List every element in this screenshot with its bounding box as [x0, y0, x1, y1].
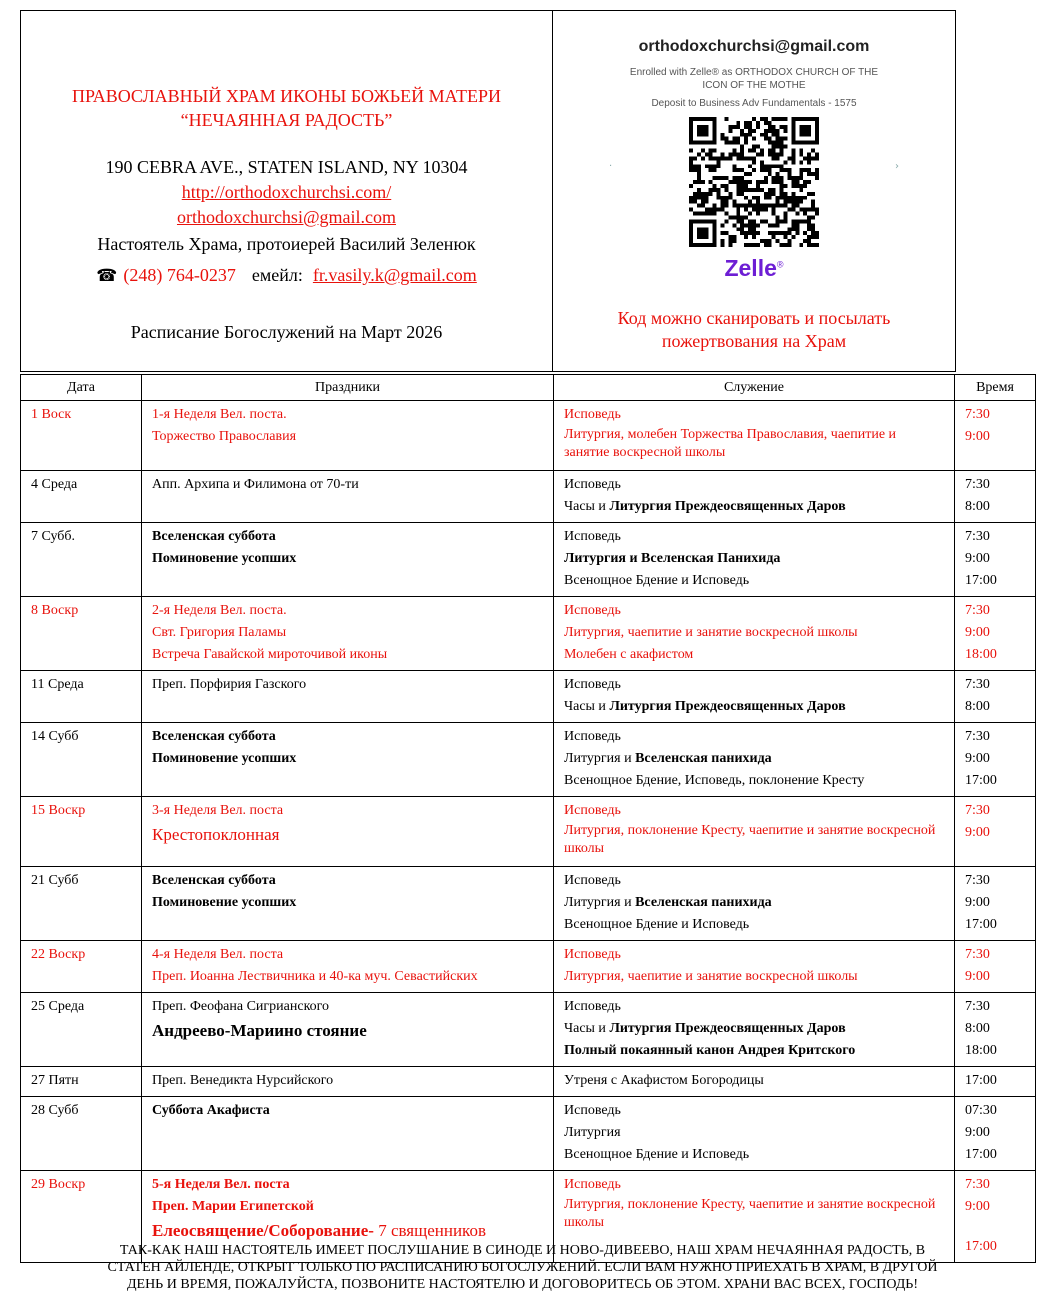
service-line: [564, 800, 954, 822]
feast-line: [152, 526, 553, 548]
date-label: 22 Воскр: [31, 947, 86, 962]
schedule-row: [21, 797, 1036, 867]
service-line-text: Литургия, поклонение Кресту, чаепитие и занятие воскресной школы: [564, 1197, 936, 1230]
time-value: 07:30: [965, 1103, 997, 1118]
service-line: [564, 748, 954, 770]
service-line-text: Литургия: [564, 1125, 621, 1140]
feast-line-text: Преп. Феофана Сигрианского: [152, 999, 330, 1014]
services-cell: [554, 401, 955, 471]
website-link[interactable]: http://orthodoxchurchsi.com/: [181, 182, 392, 202]
zelle-email: orthodoxchurchsi@gmail.com: [638, 38, 870, 55]
service-line-text: Исповедь: [564, 1103, 621, 1118]
time-cell: [955, 797, 1036, 867]
feasts-cell: [142, 401, 554, 471]
feast-line: [152, 800, 553, 822]
service-line-text: Исповедь: [564, 1177, 621, 1192]
schedule-row: [21, 993, 1036, 1067]
feast-line-text: Встреча Гавайской мироточивой иконы: [152, 647, 388, 662]
date-cell: [21, 597, 142, 671]
footer-line1: ТАК-КАК НАШ НАСТОЯТЕЛЬ ИМЕЕТ ПОСЛУШАНИЕ В СИНОДЕ И НОВО-ДИВЕЕВО, НАШ ХРАМ НЕЧАЯННАЯ РАДОСТЬ, В: [119, 1243, 926, 1258]
schedule-row: [21, 523, 1036, 597]
service-line: [564, 1174, 954, 1196]
service-line-text: Исповедь: [564, 803, 621, 818]
feast-line: [152, 548, 553, 570]
service-line-text: Литургия, чаепитие и занятие воскресной школы: [564, 969, 858, 984]
service-line: [564, 1040, 954, 1062]
date-label: 7 Субб.: [31, 529, 76, 544]
date-cell: [21, 523, 142, 597]
date-label: 29 Воскр: [31, 1177, 86, 1192]
date-label: 14 Субб: [31, 729, 79, 744]
schedule-row: [21, 941, 1036, 993]
service-line: [564, 1070, 954, 1092]
footer-line2: СТАТЕН АЙЛЕНДЕ, ОТКРЫТ ТОЛЬКО ПО РАСПИСАНИЮ БОГОСЛУЖЕНИЙ. ЕСЛИ ВАМ НУЖНО ПРИЕХАТЬ В ХРАМ, В ДРУГОЙ: [107, 1260, 938, 1275]
services-cell: [554, 797, 955, 867]
feast-line-text: Вселенская суббота: [152, 729, 276, 744]
time-value: 9:00: [965, 625, 990, 640]
feast-line-text: 4-я Неделя Вел. поста: [152, 947, 284, 962]
services-cell: [554, 1067, 955, 1097]
service-line: [564, 726, 954, 748]
date-cell: [21, 1097, 142, 1171]
time-value: 7:30: [965, 677, 990, 692]
date-label: 25 Среда: [31, 999, 85, 1014]
schedule-row: [21, 671, 1036, 723]
feast-line: [152, 1196, 553, 1218]
time-value: 7:30: [965, 1177, 990, 1192]
time-value: 7:30: [965, 947, 990, 962]
time-value: 7:30: [965, 803, 990, 818]
services-cell: [554, 523, 955, 597]
services-cell: [554, 1097, 955, 1171]
services-cell: [554, 723, 955, 797]
feast-line-text: Вселенская суббота: [152, 873, 276, 888]
feast-line: [152, 600, 553, 622]
table-header-row: [21, 375, 1036, 401]
rector-email-link[interactable]: fr.vasily.k@gmail.com: [312, 265, 477, 285]
service-line-text: Исповедь: [564, 729, 621, 744]
phone-number[interactable]: (248) 764-0237: [123, 265, 236, 285]
schedule-row: [21, 401, 1036, 471]
service-line: [564, 644, 954, 666]
telephone-icon: ☎: [96, 266, 118, 286]
service-line: [564, 822, 954, 858]
column-header-feasts: Праздники: [142, 375, 554, 401]
feasts-cell: [142, 671, 554, 723]
time-cell: [955, 1097, 1036, 1171]
service-line-text: Исповедь: [564, 873, 621, 888]
service-line-text: Всенощное Бдение и Исповедь: [564, 917, 750, 932]
service-line: [564, 404, 954, 426]
service-line: [564, 526, 954, 548]
service-line-text: Исповедь: [564, 407, 621, 422]
services-cell: [554, 867, 955, 941]
zelle-deposit: Deposit to Business Adv Fundamentals - 1575: [651, 98, 857, 109]
column-header-time: Время: [955, 375, 1036, 401]
feast-line: [152, 966, 553, 988]
feasts-cell: [142, 941, 554, 993]
scan-instructions: [553, 307, 955, 353]
service-line: [564, 966, 954, 988]
scan-corner-mark: ·: [609, 161, 613, 172]
feast-line-text: Андреево-Мариино стояние: [152, 1021, 367, 1040]
time-value: 7:30: [965, 999, 990, 1014]
service-line: [564, 426, 954, 462]
schedule-row: [21, 723, 1036, 797]
time-value: 9:00: [965, 551, 990, 566]
service-line-prefix: Часы и: [564, 699, 610, 714]
feast-line-suffix: 7 священников: [373, 1221, 486, 1240]
zelle-panel: [553, 11, 955, 371]
feasts-cell: [142, 523, 554, 597]
email-label: емейл:: [251, 265, 303, 285]
feast-line: [152, 674, 553, 696]
service-line: [564, 914, 954, 936]
time-value: 17:00: [965, 773, 997, 788]
rector-name: Настоятель Храма, протоиерей Василий Зеленюк: [97, 234, 476, 254]
feasts-cell: [142, 867, 554, 941]
service-line: [564, 474, 954, 496]
schedule-row: [21, 471, 1036, 523]
service-line: [564, 674, 954, 696]
time-value: 18:00: [965, 1043, 997, 1058]
date-label: 4 Среда: [31, 477, 78, 492]
service-line-text: Утреня с Акафистом Богородицы: [564, 1073, 764, 1088]
date-cell: [21, 1067, 142, 1097]
service-line-text: Всенощное Бдение и Исповедь: [564, 573, 750, 588]
date-cell: [21, 993, 142, 1067]
date-label: 28 Субб: [31, 1103, 79, 1118]
time-value: 17:00: [965, 1147, 997, 1162]
time-cell: [955, 471, 1036, 523]
services-cell: [554, 597, 955, 671]
feast-line: [152, 1218, 553, 1244]
feast-line-text: Поминовение усопших: [152, 551, 297, 566]
feast-line-text: Преп. Марии Египетской: [152, 1199, 314, 1214]
feast-line: [152, 622, 553, 644]
feast-line-text: Поминовение усопших: [152, 751, 297, 766]
feast-line: [152, 644, 553, 666]
footer-notice: [0, 1242, 1045, 1293]
date-label: 27 Пятн: [31, 1073, 79, 1088]
feast-line-text: Преп. Иоанна Лествичника и 40-ка муч. Севастийских: [152, 969, 478, 984]
services-cell: [554, 671, 955, 723]
date-cell: [21, 671, 142, 723]
feast-line: [152, 726, 553, 748]
feast-line-text: 1-я Неделя Вел. поста.: [152, 407, 287, 422]
time-cell: [955, 597, 1036, 671]
services-cell: [554, 471, 955, 523]
zelle-enrolled-line2: ICON OF THE MOTHE: [702, 80, 806, 91]
contact-line: [21, 265, 552, 286]
service-line-text: Исповедь: [564, 677, 621, 692]
feast-line-text: Суббота Акафиста: [152, 1103, 270, 1118]
service-line-bold: Литургия Преждеосвященных Даров: [609, 699, 846, 714]
service-line-text: Исповедь: [564, 999, 621, 1014]
zelle-logo: Zelle®: [724, 255, 784, 281]
service-line: [564, 944, 954, 966]
date-label: 15 Воскр: [31, 803, 86, 818]
service-line-bold: Литургия Преждеосвященных Даров: [609, 1021, 846, 1036]
date-cell: [21, 723, 142, 797]
church-title-line2: “НЕЧАЯННАЯ РАДОСТЬ”: [180, 110, 393, 130]
date-cell: [21, 867, 142, 941]
date-cell: [21, 401, 142, 471]
feasts-cell: [142, 1097, 554, 1171]
feast-line: [152, 892, 553, 914]
service-line: [564, 1100, 954, 1122]
feast-line: [152, 1100, 553, 1122]
time-value: 9:00: [965, 751, 990, 766]
service-line: [564, 892, 954, 914]
time-value: 8:00: [965, 1021, 990, 1036]
feast-line: [152, 474, 553, 496]
service-line: [564, 770, 954, 792]
time-value: 17:00: [965, 1073, 997, 1088]
column-header-services: Служение: [554, 375, 955, 401]
service-line: [564, 1122, 954, 1144]
service-line: [564, 600, 954, 622]
service-line: [564, 1196, 954, 1232]
feast-line: [152, 870, 553, 892]
footer-line3: ДЕНЬ И ВРЕМЯ, ПОЖАЛУЙСТА, ПОЗВОНИТЕ НАСТОЯТЕЛЮ И ДОГОВОРИТЕСЬ ОБ ЭТОМ. ХРАНИ ВАС ВСЕХ, ГОСПОДЬ!: [126, 1277, 919, 1292]
feast-line-text: Поминовение усопших: [152, 895, 297, 910]
time-value: 18:00: [965, 647, 997, 662]
feast-line: [152, 944, 553, 966]
schedule-body: [21, 401, 1036, 1263]
time-value: 7:30: [965, 529, 990, 544]
feast-line-text: Крестопоклонная: [152, 825, 280, 844]
scan-instructions-line1: Код можно сканировать и посылать: [617, 308, 891, 328]
time-value: 8:00: [965, 499, 990, 514]
time-value: 7:30: [965, 477, 990, 492]
service-line-text: Исповедь: [564, 477, 621, 492]
service-line-bold: Вселенская панихида: [635, 895, 772, 910]
service-line: [564, 622, 954, 644]
feast-line-text: 3-я Неделя Вел. поста: [152, 803, 284, 818]
time-cell: [955, 1067, 1036, 1097]
feast-line-text: Вселенская суббота: [152, 529, 276, 544]
feast-line: [152, 404, 553, 426]
time-value: 8:00: [965, 699, 990, 714]
church-email-link[interactable]: orthodoxchurchsi@gmail.com: [176, 207, 397, 227]
service-line-text: Исповедь: [564, 947, 621, 962]
time-value: 9:00: [965, 1125, 990, 1140]
feast-line-text: Елеосвящение/Соборование-: [152, 1221, 374, 1240]
time-value: 7:30: [965, 603, 990, 618]
service-line-prefix: Часы и: [564, 499, 610, 514]
feast-line: [152, 822, 553, 848]
time-cell: [955, 993, 1036, 1067]
feast-line-text: 2-я Неделя Вел. поста.: [152, 603, 287, 618]
feast-line: [152, 1018, 553, 1044]
time-value: 9:00: [965, 429, 990, 444]
time-value: 9:00: [965, 895, 990, 910]
feast-line-text: Преп. Венедикта Нурсийского: [152, 1073, 334, 1088]
church-title-line1: ПРАВОСЛАВНЫЙ ХРАМ ИКОНЫ БОЖЬЕЙ МАТЕРИ: [71, 86, 501, 106]
service-line: [564, 1018, 954, 1040]
church-address: 190 CEBRA AVE., STATEN ISLAND, NY 10304: [105, 157, 468, 177]
header-box: [20, 10, 956, 372]
feast-line-text: Торжество Православия: [152, 429, 297, 444]
service-line: [564, 1144, 954, 1166]
date-cell: [21, 941, 142, 993]
service-line-text: Литургия и Вселенская Панихида: [564, 551, 781, 566]
service-line-text: Литургия, молебен Торжества Православия, чаепитие и занятие воскресной школы: [564, 427, 897, 460]
time-value: 9:00: [965, 969, 990, 984]
feasts-cell: [142, 797, 554, 867]
feasts-cell: [142, 1067, 554, 1097]
services-cell: [554, 993, 955, 1067]
feast-line: [152, 1070, 553, 1092]
schedule-row: [21, 1097, 1036, 1171]
time-value: 9:00: [965, 825, 990, 840]
service-line-prefix: Литургия и: [564, 895, 636, 910]
service-line-text: Молебен с акафистом: [564, 647, 694, 662]
service-line-text: Полный покаянный канон Андрея Критского: [564, 1043, 856, 1058]
time-value: 17:00: [965, 917, 997, 932]
date-label: 11 Среда: [31, 677, 84, 692]
service-line-text: Всенощное Бдение, Исповедь, поклонение Кресту: [564, 773, 865, 788]
service-line: [564, 996, 954, 1018]
time-cell: [955, 941, 1036, 993]
schedule-table: [20, 374, 1036, 1263]
date-cell: [21, 471, 142, 523]
church-info: [21, 11, 553, 371]
time-value: 7:30: [965, 407, 990, 422]
zelle-enrolled-line1: Enrolled with Zelle® as ORTHODOX CHURCH OF THE: [629, 67, 879, 78]
service-line: [564, 870, 954, 892]
service-line: [564, 570, 954, 592]
feast-line-text: Преп. Порфирия Газского: [152, 677, 307, 692]
date-label: 8 Воскр: [31, 603, 79, 618]
column-header-date: Дата: [21, 375, 142, 401]
service-line-prefix: Часы и: [564, 1021, 610, 1036]
date-label: 21 Субб: [31, 873, 79, 888]
scan-corner-mark: ›: [895, 161, 899, 172]
service-line: [564, 696, 954, 718]
zelle-qr-code[interactable]: [689, 117, 819, 247]
time-cell: [955, 671, 1036, 723]
feasts-cell: [142, 723, 554, 797]
service-line-bold: Вселенская панихида: [635, 751, 772, 766]
time-cell: [955, 401, 1036, 471]
date-label: 1 Воск: [31, 407, 72, 422]
services-cell: [554, 941, 955, 993]
service-line-prefix: Литургия и: [564, 751, 636, 766]
service-line-text: Всенощное Бдение и Исповедь: [564, 1147, 750, 1162]
feast-line-text: 5-я Неделя Вел. поста: [152, 1177, 290, 1192]
time-cell: [955, 723, 1036, 797]
service-line-text: Исповедь: [564, 529, 621, 544]
date-cell: [21, 797, 142, 867]
service-line-bold: Литургия Преждеосвященных Даров: [609, 499, 846, 514]
feast-line: [152, 748, 553, 770]
feast-line: [152, 426, 553, 448]
schedule-row: [21, 597, 1036, 671]
time-value: 7:30: [965, 873, 990, 888]
feasts-cell: [142, 597, 554, 671]
schedule-title: Расписание Богослужений на Март 2026: [130, 322, 443, 342]
feast-line: [152, 996, 553, 1018]
time-cell: [955, 867, 1036, 941]
time-value: 9:00: [965, 1199, 990, 1214]
time-value: 7:30: [965, 729, 990, 744]
service-line: [564, 496, 954, 518]
feasts-cell: [142, 993, 554, 1067]
schedule-row: [21, 1067, 1036, 1097]
feast-line-text: Апп. Архипа и Филимона от 70-ти: [152, 477, 359, 492]
time-cell: [955, 523, 1036, 597]
service-line-text: Исповедь: [564, 603, 621, 618]
service-line-text: Литургия, чаепитие и занятие воскресной школы: [564, 625, 858, 640]
service-line: [564, 548, 954, 570]
feast-line: [152, 1174, 553, 1196]
feasts-cell: [142, 471, 554, 523]
service-line-text: Литургия, поклонение Кресту, чаепитие и занятие воскресной школы: [564, 823, 936, 856]
time-value: 17:00: [965, 1239, 997, 1254]
feast-line-text: Свт. Григория Паламы: [152, 625, 287, 640]
scan-instructions-line2: пожертвования на Храм: [661, 331, 847, 351]
time-value: 17:00: [965, 573, 997, 588]
schedule-row: [21, 867, 1036, 941]
